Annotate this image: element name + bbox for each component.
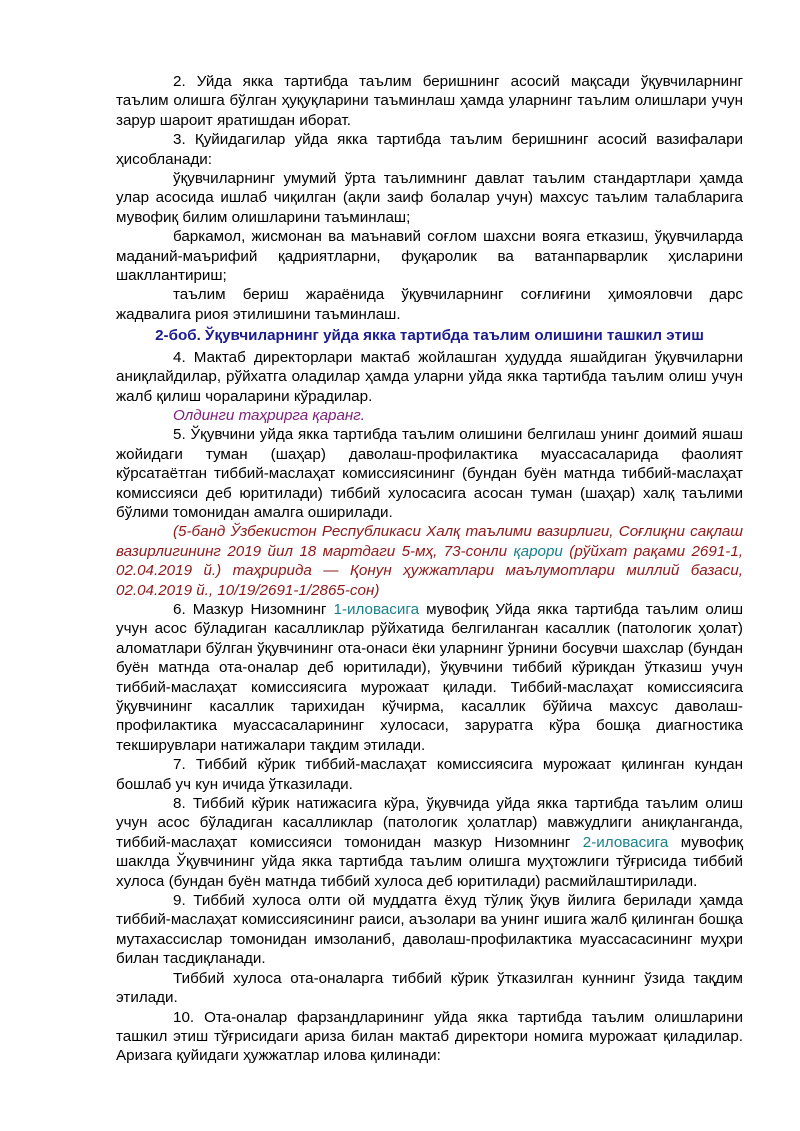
amendment-note-5 xyxy=(116,522,743,600)
paragraph-3-item-3: таълим бериш жараёнида ўқувчиларнинг соғлиғини ҳимояловчи дарс жадвалига риоя этилишини таъминлаш. xyxy=(116,286,743,323)
paragraph-3-item-2: баркамол, жисмонан ва маънавий соғлом шахсни вояга етказиш, ўқувчиларда маданий-маърифий қадриятларни, фуқаролик ва ватанпарварлик ҳисларини шакллантириш; xyxy=(116,228,743,285)
chapter-heading: 2-боб. Ўқувчиларнинг уйда якка тартибда таълим олишини ташкил этиш xyxy=(155,327,704,345)
paragraph-3-item-1: ўқувчиларнинг умумий ўрта таълимнинг давлат таълим стандартлари ҳамда улар асосида ишлаб чиқилган (ақли заиф болалар учун) махсус таълим талабларига мувофиқ билим олишларини таъминлаш; xyxy=(116,170,743,226)
paragraph-6 xyxy=(116,600,743,755)
paragraph-3: 3. Қуйидагилар уйда якка тартибда таълим беришнинг асосий вазифалари ҳисобланади: xyxy=(116,131,743,168)
paragraph-6-text-tail: мувофиқ Уйда якка тартибда таълим олиш учун асос бўладиган касалликлар рўйхатида белгиланган касаллик (патологик ҳолат) аломатлари бўлган ўқувчининг ота-онаси ёки уларнинг ўрнини босувчи шахслар (бундан буён матнда ота-оналар деб юритилади), ўқувчини тиббий кўрикдан ўтказиш учун тиббий-маслаҳат комиссиясига мурожаат қилади. Тиббий-маслаҳат комиссиясига ўқувчининг касаллик тарихидан кўчирма, касаллик бўйича махсус даволаш-профилактика муассасаларининг хулосаси, заруратга кўра бошқа диагностика текширувлари натижалари тақдим этилади. xyxy=(116,600,743,754)
paragraph-9-continuation: Тиббий хулоса ота-оналарга тиббий кўрик ўтказилган куннинг ўзида тақдим этилади. xyxy=(116,969,743,1007)
paragraph-8-text: 8. Тиббий кўрик натижасига кўра, ўқувчида уйда якка тартибда таълим олиш учун асос бўладиган касалликлар (патологик ҳолатлар) мавжудлиги аниқланганда, тиббий-маслаҳат комиссияси томонидан мазкур Низомнинг xyxy=(116,795,743,851)
paragraph-4: 4. Мактаб директорлари мактаб жойлашган ҳудудда яшайдиган ўқувчиларни аниқлайдилар, рўйхатга оладилар ҳамда уларни уйда якка тартибда таълим олиш учун жалб қилиш чораларини кўрадилар. xyxy=(116,348,743,405)
paragraph-10: 10. Ота-оналар фарзандларининг уйда якка тартибда таълим олишларини ташкил этиш тўғрисидаги ариза билан мактаб директори номига мурожаат қиладилар. Аризага қуйидаги ҳужжатлар илова қилинади: xyxy=(116,1008,743,1065)
amendment-note-text: (5-банд Ўзбекистон Республикаси Халқ таълими вазирлиги, Соғлиқни сақлаш вазирлигининг 2019 йил 18 мартдаги 5-мҳ, 73-сонли xyxy=(116,523,743,560)
annex-2-link[interactable]: 2-иловасига xyxy=(582,833,669,851)
resolution-link[interactable]: қарори xyxy=(513,542,563,560)
paragraph-6-text: 6. Мазкур Низомнинг xyxy=(173,600,334,618)
amendment-note-text-tail: (рўйхат рақами 2691-1, 02.04.2019 й.) таҳририда — Қонун ҳужжатлари маълумотлари миллий базаси, 02.04.2019 й., 10/19/2691-1/2865-сон) xyxy=(116,542,743,599)
paragraph-8-text-tail: мувофиқ шаклда Ўқувчининг уйда якка тартибда таълим олишга муҳтожлиги тўғрисида тиббий хулоса (бундан буён матнда тиббий хулоса деб юритилади) расмийлаштирилади. xyxy=(116,833,743,890)
paragraph-2: 2. Уйда якка тартибда таълим беришнинг асосий мақсади ўқувчиларнинг таълим олишга бўлган ҳуқуқларини таъминлаш ҳамда уларнинг таълим олишлари учун зарур шароит яратишдан иборат. xyxy=(116,73,743,129)
annex-1-link[interactable]: 1-иловасига xyxy=(333,600,420,618)
paragraph-7: 7. Тиббий кўрик тиббий-маслаҳат комиссиясига мурожаат қилинган кундан бошлаб уч кун ичида ўтказилади. xyxy=(116,756,743,793)
paragraph-5: 5. Ўқувчини уйда якка тартибда таълим олишини белгилаш унинг доимий яшаш жойидаги туман (шаҳар) даволаш-профилактика муассасаларида фаолият кўрсатаётган тиббий-маслаҳат комиссиясининг (бундан буён матнда тиббий-маслаҳат комиссияси деб юритилади) тиббий хулосасига асосан туман (шаҳар) халқ таълими бўлими томонидан амалга оширилади. xyxy=(116,426,743,521)
paragraph-9: 9. Тиббий хулоса олти ой муддатга ёхуд тўлиқ ўқув йилига берилади ҳамда тиббий-маслаҳат комиссиясининг раиси, аъзолари ва унинг ишига жалб қилинган бошқа мутахассислар томонидан имзоланиб, даволаш-профилактика муассасасининг муҳри билан тасдиқланади. xyxy=(116,892,743,968)
paragraph-8 xyxy=(116,794,743,891)
previous-edition-link[interactable]: Олдинги таҳрирга қаранг. xyxy=(173,406,365,424)
